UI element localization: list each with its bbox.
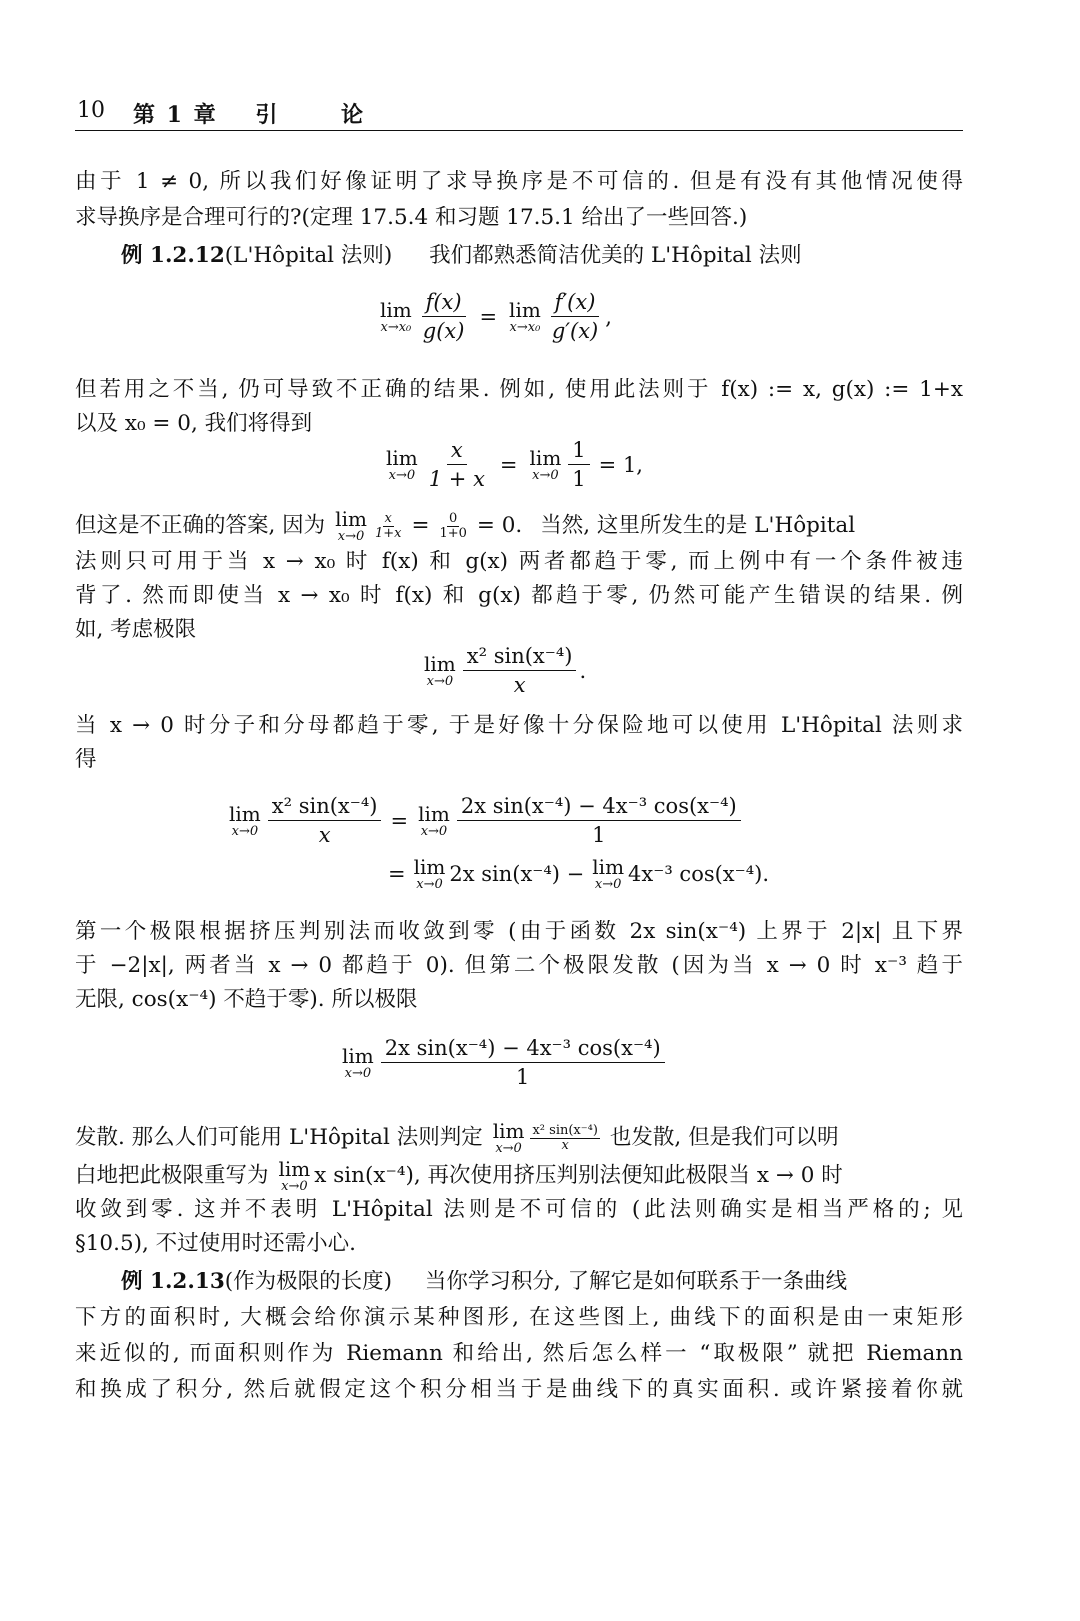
example-text: 当你学习积分, 了解它是如何联系于一条曲线 <box>424 1270 848 1294</box>
text-line: 来近似的, 而面积则作为 Riemann 和给出, 然后怎么样一 “取极限” 就把 Riemann <box>75 1342 963 1366</box>
text-line: 法则只可用于当 x → x₀ 时 f(x) 和 g(x) 两者都趋于零, 而上例中有一个条件被违 <box>75 550 963 574</box>
chapter-title: 第 1 章 引 论 <box>133 102 366 128</box>
running-header <box>75 96 963 131</box>
text-line: 由于 1 ≠ 0, 所以我们好像证明了求导换序是不可信的. 但是有没有其他情况使得 <box>75 170 963 194</box>
equation-wrong-example: lim x→0 $\frac{x}{1 + x}$ = lim x→0 $\frac{1}{1}$ = 1, <box>386 438 643 491</box>
equation-example-limit: lim x→0 $\frac{\text{x² sin(x⁻⁴)}}{x}$ . <box>424 644 587 697</box>
text-line: 但这是不正确的答案, 因为 lim x→0 $\frac{x}{1+x}$ = $\frac{0}{1+0}$ = 0. 当然, 这里所发生的是 L'Hôpital <box>75 508 856 544</box>
example-text: 我们都熟悉简洁优美的 L'Hôpital 法则 <box>429 244 802 268</box>
text-line: 当 x → 0 时分子和分母都趋于零, 于是好像十分保险地可以使用 L'Hôpital 法则求 <box>75 714 963 738</box>
equation-lhopital-rule: lim x→x₀ $\frac{f(x)}{g(x)}$ = lim x→x₀ $\frac{f'(x)}{g'(x)}$ , <box>380 290 612 343</box>
text-line: 白地把此极限重写为 lim x→0 x sin(x⁻⁴) , 再次使用挤压判别法便知此极限当 x → 0 时 <box>75 1158 843 1194</box>
example-title: (L'Hôpital 法则) <box>224 244 393 268</box>
example-heading <box>75 1270 963 1294</box>
text-line: 第一个极限根据挤压判别法而收敛到零 (由于函数 2x sin(x⁻⁴) 上界于 2|x| 且下界 <box>75 920 963 944</box>
example-title: (作为极限的长度) <box>224 1270 393 1294</box>
example-label: 例 1.2.13 <box>121 1270 225 1294</box>
text-line: 发散. 那么人们可能用 L'Hôpital 法则判定 lim x→0 $\frac{\text{x² sin(x⁻⁴)}}{x}$ 也发散, 但是我们可以明 <box>75 1119 839 1156</box>
text-line: 于 −2|x|, 两者当 x → 0 都趋于 0). 但第二个极限发散 (因为当 x → 0 时 x⁻³ 趋于 <box>75 954 963 978</box>
text-line: 和换成了积分, 然后就假定这个积分相当于是曲线下的真实面积. 或许紧接着你就 <box>75 1378 963 1402</box>
equation-divergent-limit: lim x→0 $\frac{\text{2x sin(x⁻⁴) − 4x⁻³ cos(x⁻⁴)}}{1}$ <box>338 1036 668 1089</box>
example-heading <box>75 244 963 268</box>
page-number: 10 <box>77 98 105 123</box>
text-line: 如, 考虑极限 <box>75 618 197 642</box>
text-line: 以及 x₀ = 0, 我们将得到 <box>75 412 313 436</box>
equation-lhopital-applied: lim x→0 $\frac{\text{x² sin(x⁻⁴)}}{x}$ = lim x→0 $\frac{\text{2x sin(x⁻⁴) − 4x⁻³ cos(x⁻⁴)}}{1}$ <box>225 794 744 847</box>
text-line: 下方的面积时, 大概会给你演示某种图形, 在这些图上, 曲线下的面积是由一束矩形 <box>75 1306 963 1330</box>
text-line: 无限, cos(x⁻⁴) 不趋于零). 所以极限 <box>75 988 418 1012</box>
text-line: 求导换序是合理可行的?(定理 17.5.4 和习题 17.5.1 给出了一些回答.) <box>75 206 748 230</box>
text-line: 收敛到零. 这并不表明 L'Hôpital 法则是不可信的 (此法则确实是相当严格的; 见 <box>75 1198 963 1222</box>
example-label: 例 1.2.12 <box>121 244 225 268</box>
text-line: 背了. 然而即使当 x → x₀ 时 f(x) 和 g(x) 都趋于零, 仍然可能产生错误的结果. 例 <box>75 584 963 608</box>
text-line: 得 <box>75 748 97 772</box>
equation-split-limits: = lim x→0 2x sin(x⁻⁴) − lim x→0 4x⁻³ cos(x⁻⁴). <box>388 855 770 892</box>
text-line: §10.5), 不过使用时还需小心. <box>75 1232 357 1256</box>
text-line: 但若用之不当, 仍可导致不正确的结果. 例如, 使用此法则于 f(x) := x, g(x) := 1+x <box>75 378 963 402</box>
